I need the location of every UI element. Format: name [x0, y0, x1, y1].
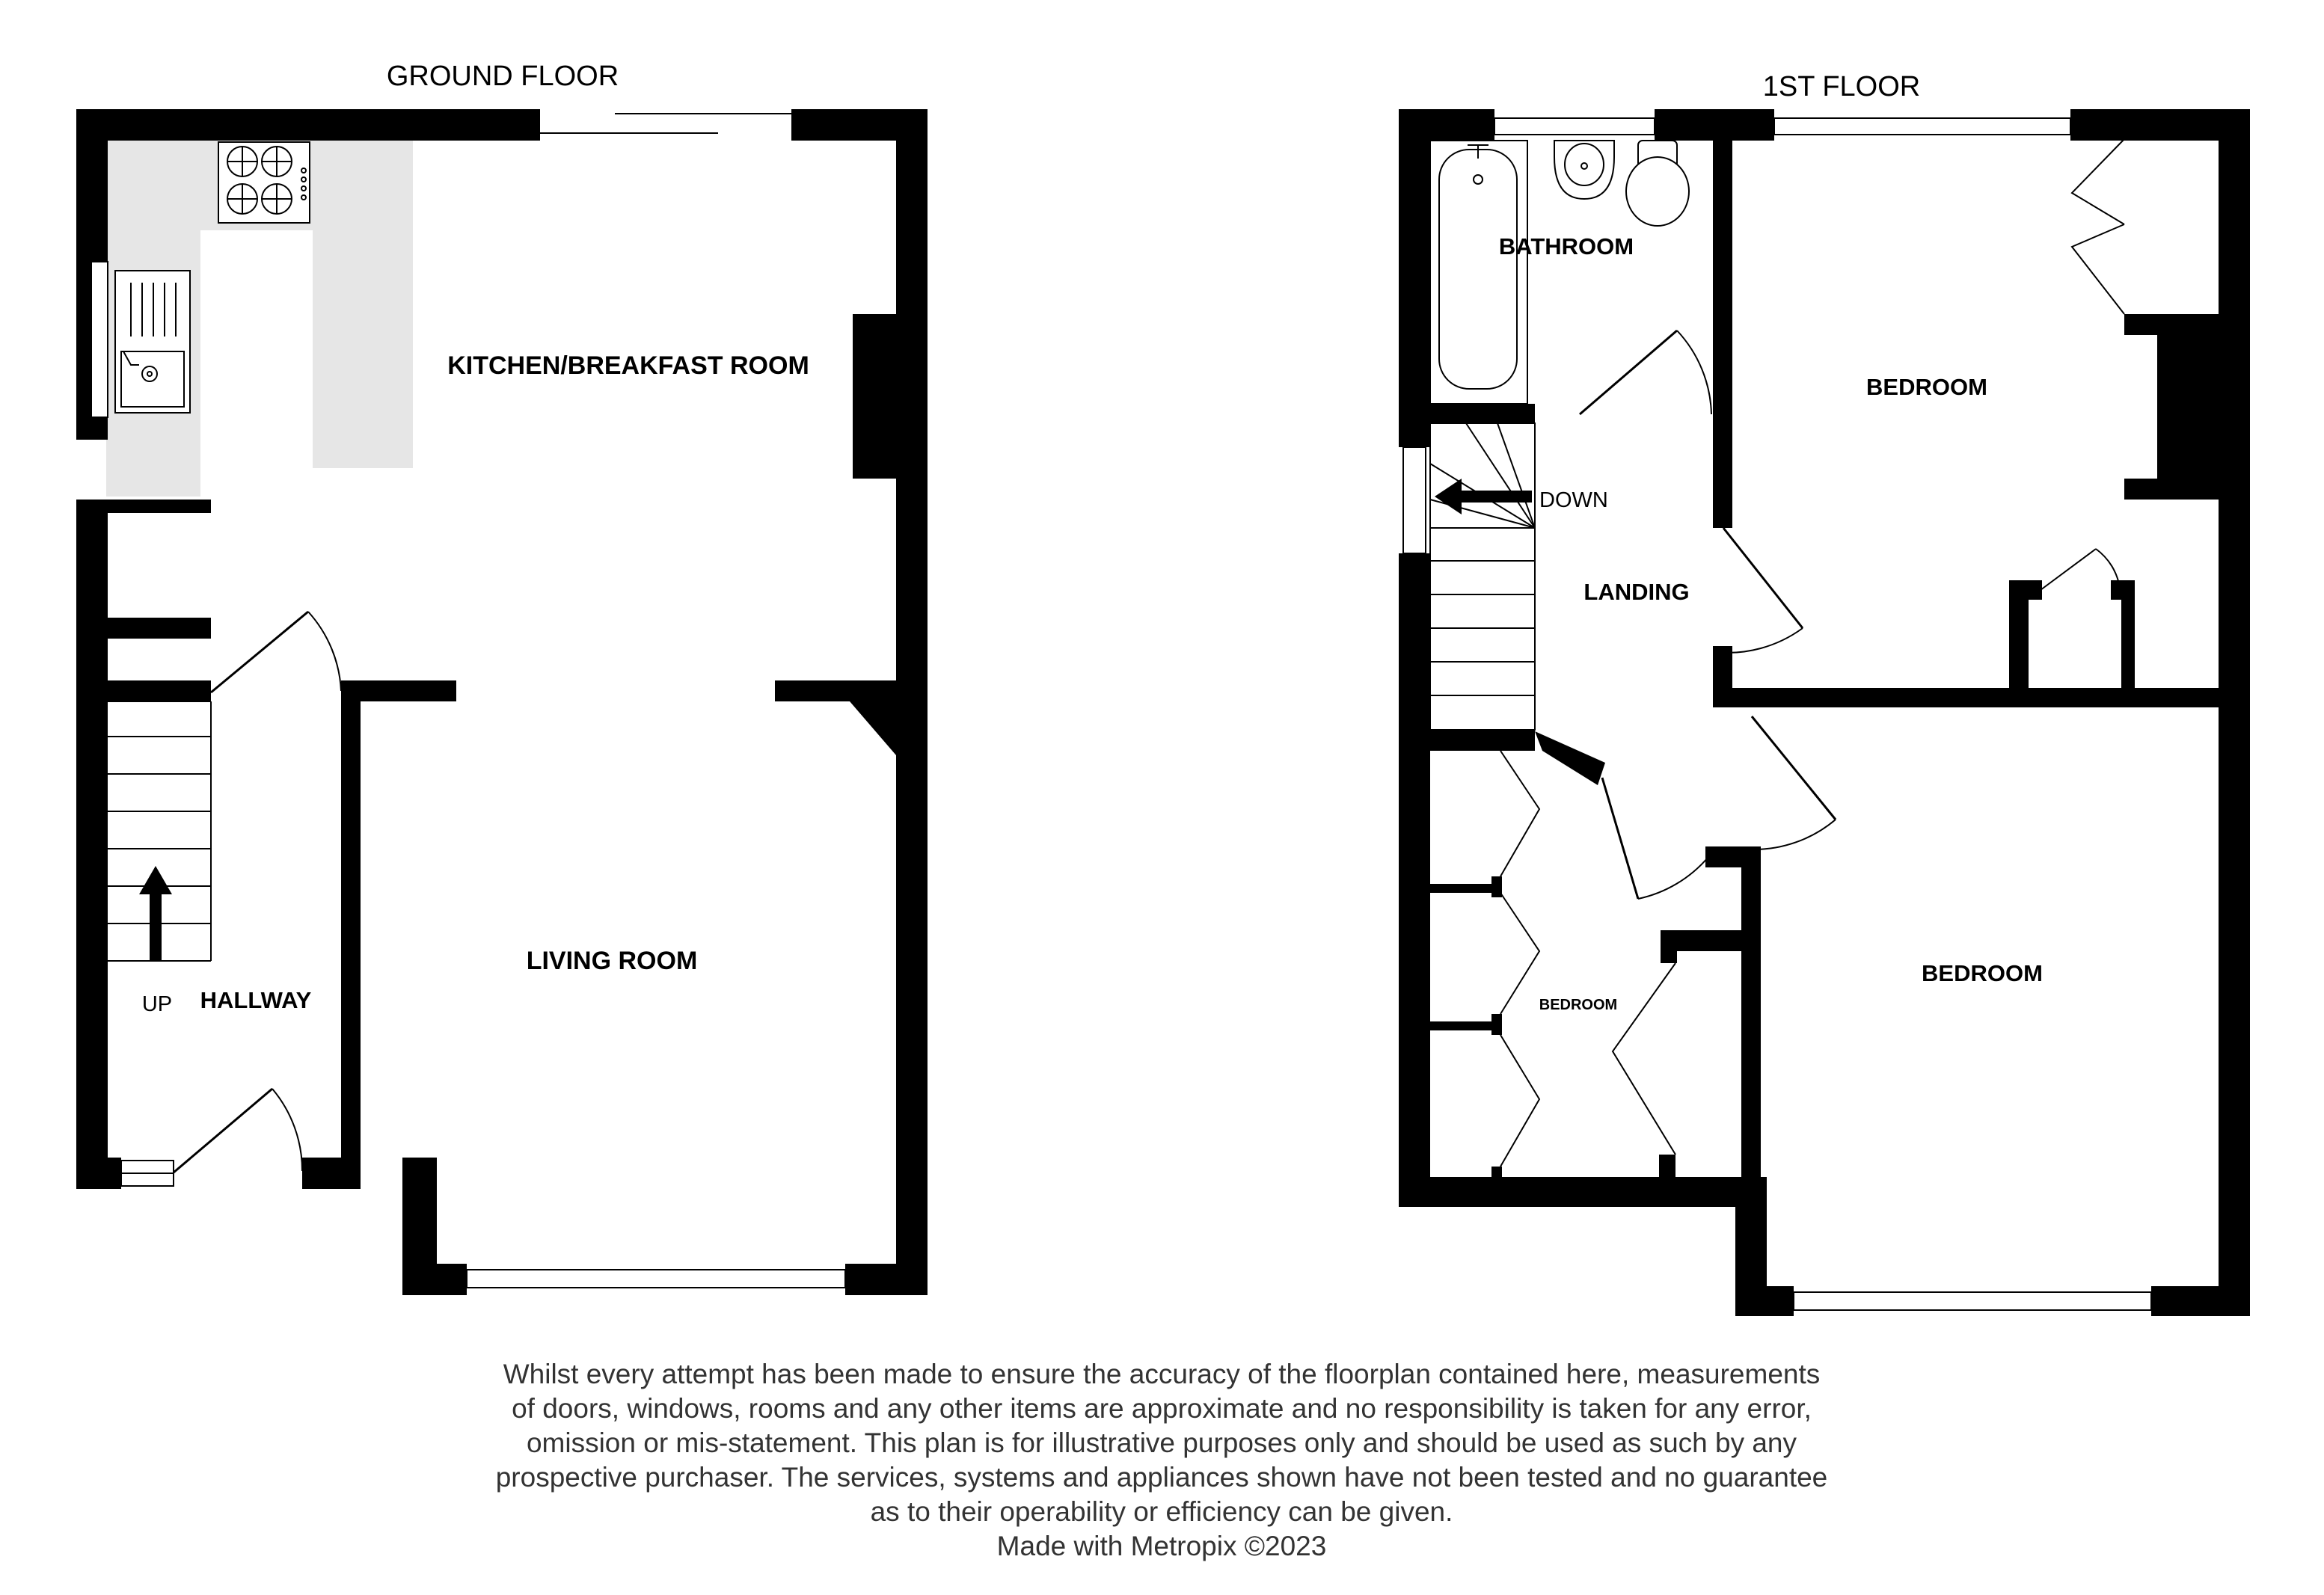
- first-floor-title: 1ST FLOOR: [1762, 71, 1921, 102]
- room-label-hallway: HALLWAY: [200, 987, 312, 1013]
- door-bathroom: [1580, 331, 1711, 414]
- disclaimer-line: omission or mis-statement. This plan is for illustrative purposes only and should be used as such by any: [526, 1427, 1797, 1458]
- window-stairs-side: [1403, 447, 1426, 553]
- stairs-first: [1430, 423, 1535, 730]
- disclaimer-line: prospective purchaser. The services, systems and appliances shown have not been tested and no guarantee: [495, 1462, 1828, 1493]
- sink-icon: [115, 271, 190, 413]
- door-bedroom-small: [1602, 778, 1708, 899]
- stairs-ground: [106, 701, 211, 961]
- first-floor-plan: [1399, 71, 2250, 1316]
- ground-floor-title: GROUND FLOOR: [386, 61, 619, 92]
- window-bathroom: [1494, 118, 1655, 135]
- room-label-bedroom-rear: BEDROOM: [1866, 374, 1987, 400]
- hob-icon: [218, 142, 310, 223]
- window-living-front: [467, 1270, 845, 1288]
- disclaimer-line: Whilst every attempt has been made to ensure the accuracy of the floorplan contained here, measurements: [503, 1359, 1821, 1389]
- sliding-door-kitchen: [540, 114, 791, 133]
- room-label-bedroom-front: BEDROOM: [1922, 960, 2043, 986]
- room-label-bedroom-small: BEDROOM: [1539, 997, 1618, 1013]
- wardrobes-small-bedroom: [1500, 751, 1675, 1167]
- wardrobe-rear-bedroom: [2072, 139, 2124, 314]
- door-bedroom-rear: [1714, 528, 1803, 653]
- ground-floor-plan: [76, 61, 928, 1295]
- window-kitchen-side: [91, 262, 108, 417]
- stairs-down-label: DOWN: [1539, 488, 1608, 512]
- window-bedroom-rear: [1774, 118, 2070, 135]
- toilet-icon: [1626, 141, 1689, 226]
- disclaimer-line: of doors, windows, rooms and any other items are approximate and no responsibility is taken for any error,: [512, 1393, 1812, 1424]
- door-cupboard-landing: [2038, 549, 2120, 592]
- stairs-up-label: UP: [141, 992, 173, 1016]
- room-label-bathroom: BATHROOM: [1498, 233, 1634, 259]
- window-front-door-side: [121, 1161, 174, 1186]
- door-bedroom-front: [1750, 716, 1836, 849]
- room-label-living-room: LIVING ROOM: [526, 947, 698, 975]
- bath-icon: [1430, 141, 1527, 404]
- window-bedroom-front: [1794, 1292, 2151, 1310]
- room-label-kitchen: KITCHEN/BREAKFAST ROOM: [447, 351, 809, 380]
- front-door: [174, 1089, 302, 1173]
- door-hall-to-kitchen: [211, 612, 341, 692]
- room-label-landing: LANDING: [1583, 579, 1690, 605]
- disclaimer-line: as to their operability or efficiency can be given.: [870, 1496, 1453, 1527]
- metropix-credit: Made with Metropix ©2023: [996, 1531, 1327, 1561]
- disclaimer: [414, 1357, 1910, 1564]
- basin-icon: [1554, 141, 1614, 199]
